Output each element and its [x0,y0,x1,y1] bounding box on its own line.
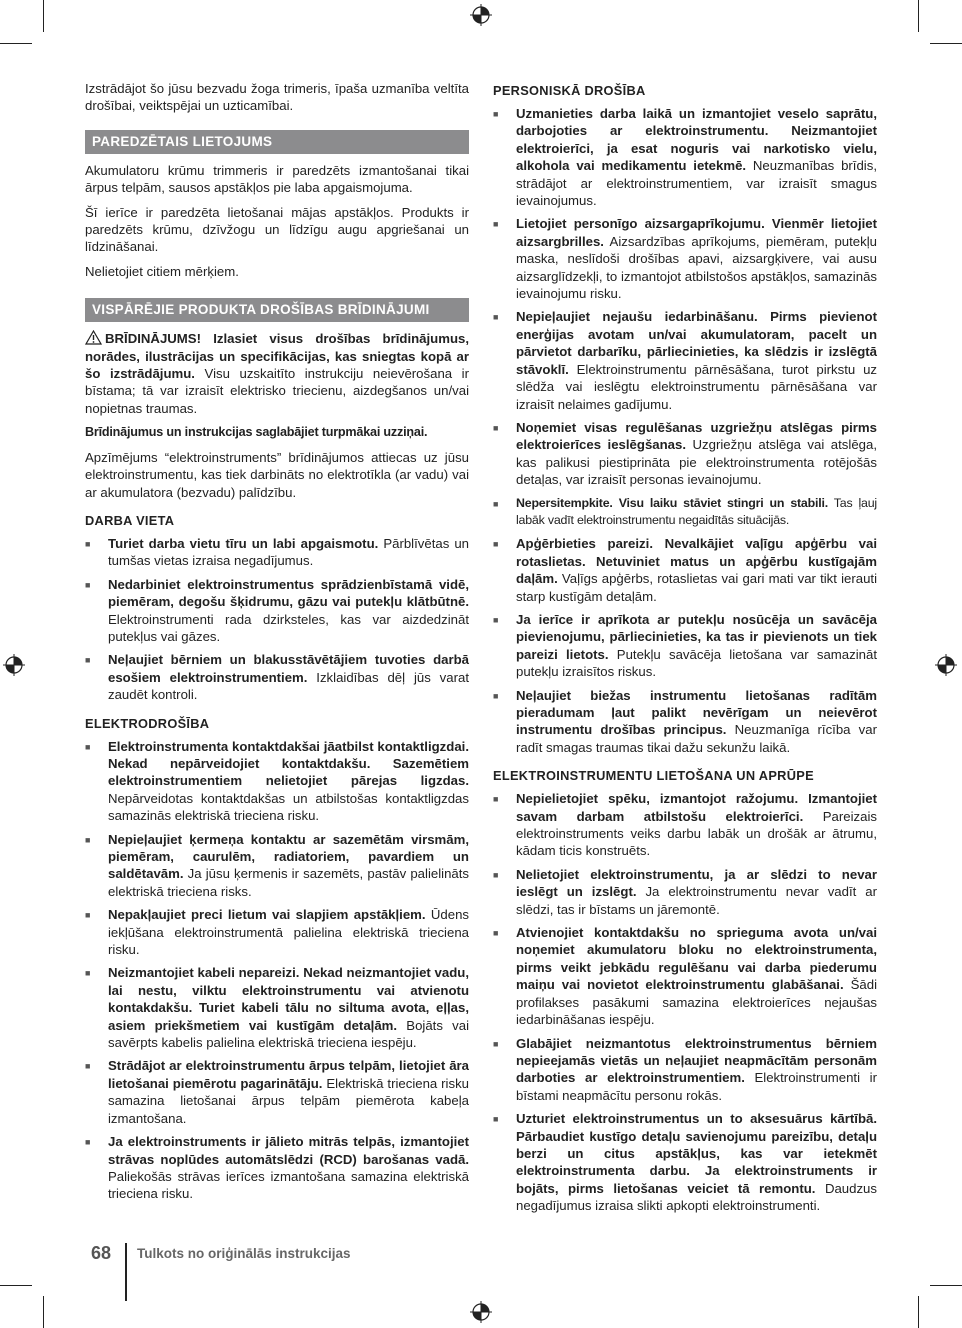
list-item: ■ Atvienojiet kontaktdakšu no sprieguma avota un/vai noņemiet akumulatoru bloku no elektroinstrumenta, pirms veikt jebkādu regulēšanu vai darba piederumu maiņu vai novietot elektroinstrumentu glabāšanai. Šādi profilakses pasākumi samazina elektroierīces nejaušas iedarbināšanas iespēju. [493,924,877,1028]
list-item: ■ Nedarbiniet elektroinstrumentus sprādzienbīstamā vidē, piemēram, degošu šķidrumu, gāzu vai putekļu klātbūtnē. Elektroinstrumenti rada dzirksteles, kas var aizdedzināt putekļus vai gāzes. [85,576,469,646]
crop-mark-top-right-h [930,43,962,44]
electrical-safety-heading: ELEKTRODROŠĪBA [85,715,210,731]
crop-mark-top-left [43,0,44,32]
registration-mark-right-icon [935,654,957,676]
personal-safety-heading: PERSONISKĀ DROŠĪBA [493,83,646,98]
tool-use-heading: ELEKTROINSTRUMENTU LIETOŠANA UN APRŪPE [493,768,814,784]
list-item: ■ Elektroinstrumenta kontaktdakšai jāatbilst kontaktligzdai. Nekad nepārveidojiet kontaktdakšu. Sazemētiem elektroinstrumentiem nelietojiet pārejas ligzdas. Nepārveidotas kontaktdakšas un atbilstošas kontaktligzdas samazinās elektriskā trieciena risku. [85,738,469,825]
list-item: ■ Glabājiet neizmantotus elektroinstrumentus bērniem nepieejamās vietās un neļaujiet neapmācītām personām darboties ar elektroinstrumentiem. Elektroinstrumenti ir bīstami neapmācītu personu rokās. [493,1035,877,1105]
right-column [493,80,877,1221]
left-column [85,80,469,1209]
crop-mark-bottom-left-h [0,1285,32,1286]
list-item: ■ Ja elektroinstruments ir jālieto mitrās telpās, izmantojiet strāvas noplūdes automātslēdzi (RCD) barošanas vadā. Paliekošās strāvas ierīces izmantošana samazina elektriskā trieciena risku. [85,1133,469,1203]
registration-mark-bottom-icon [470,1301,492,1323]
power-tool-term-note: Apzīmējums “elektroinstruments” brīdinājumos attiecas uz jūsu elektroinstrumentu, kas tiek darbināts no elektrotīkla (ar vadu) vai ar akumulatora (bezvadu) palīdzību. [85,449,469,500]
intro-paragraph: Izstrādājot šo jūsu bezvadu žoga trimeris, īpaša uzmanība veltīta drošībai, veiktspējai un uzticamībai. [85,81,469,114]
footer-text: Tulkots no oriģinālās instrukcijas [137,1246,351,1261]
list-item: ■ Uzturiet elektroinstrumentus un to aksesuārus kārtībā. Pārbaudiet kustīgo detaļu savienojumu pareizību, detaļu berzi un citus apstākļus, kas var ietekmēt elektroinstrumenta darbu. Ja elektroinstruments ir bojāts, pirms lietošanas veiciet tā remontu. Daudzus negadījumus izraisa slikti apkopti elektroinstrumenti. [493,1110,877,1214]
general-safety-heading: VISPĀRĒJIE PRODUKTA DROŠĪBAS BRĪDINĀJUMI [85,298,469,322]
list-item: ■ Uzmanieties darba laikā un izmantojiet veselo saprātu, darbojoties ar elektroinstrumentu. Neizmantojiet elektroierīci, ja esat noguris vai narkotisko vielu, alkohola vai medikamentu ietekmē. Neuzmanības brīdis, strādājot ar elektroinstrumentiem, var izraisīt smagus ievainojumus. [493,105,877,209]
crop-mark-top-left-h [0,43,32,44]
crop-mark-bottom-right [918,1296,919,1328]
intended-use-paragraph: Šī ierīce ir paredzēta lietošanai mājas apstākļos. Produkts ir paredzēts krūmu, dzīvžogu un līdzīgu augu apgriešanai un līdzināšanai. [85,204,469,255]
intended-use-paragraph: Akumulatoru krūmu trimmeris ir paredzēts izmantošanai tikai ārpus telpām, sausos apstākļos pie laba apgaismojuma. [85,162,469,196]
general-warning-bold: BRĪDINĀJUMS! Izlasiet visus drošības brīdinājumus, norādes, ilustrācijas un specifikācijas, kas sniegtas kopā ar šo izstrādājumu. [85,331,469,382]
page-number: 68 [91,1243,112,1263]
intended-use-heading: PAREDZĒTAIS LIETOJUMS [85,130,469,154]
list-item: ■ Strādājot ar elektroinstrumentu ārpus telpām, lietojiet āra lietošanai piemērotu pagarinātāju. Elektriskā trieciena risku samazina lietošanai ārpus telpām piemērota kabeļa izmantošana. [85,1057,469,1127]
general-warning-text: Visu uzskaitīto instrukciju neievērošana ir bīstama; tā var izraisīt elektrisko triecienu, aizdegšanos un/vai nopietnas traumas. [85,366,469,416]
list-item: ■ Neļaujiet biežas instrumentu lietošanas radītām pieradumam ļaut palikt nevērīgam un neievērot instrumentu drošības principus. Neuzmanīga rīcība var radīt smagas traumas tikai dažu sekunžu laikā. [493,687,877,757]
list-item: ■ Neļaujiet bērniem un blakusstāvētājiem tuvoties darbā esošiem elektroinstrumentiem. Izklaidības dēļ jūs varat zaudēt kontroli. [85,651,469,703]
list-item: ■ Turiet darba vietu tīru un labi apgaismotu. Pārblīvētas un tumšas vietas izraisa negadījumus. [85,535,469,570]
warning-triangle-icon [85,330,102,345]
general-warning-paragraph [85,330,469,417]
registration-mark-top-icon [470,4,492,26]
list-item: ■ Nepieļaujiet nejaušu iedarbināšanu. Pirms pievienot enerģijas avotam un/vai akumulatoram, pacelt un pārvietot darbarīku, pārliecinieties, ka slēdzis ir izslēgtā stāvoklī. Elektroinstrumentu pārnēsāšana, turot pirkstu uz slēdža vai ieslēgtu elektroinstrumentu pārnēsāšana var izraisīt nelaimes gadījumu. [493,308,877,412]
crop-mark-bottom-left [43,1296,44,1328]
list-item: ■ Ja ierīce ir aprīkota ar putekļu nosūcēja un savācēja pievienojumu, pārliecinieties, ka tas ir pievienots un tiek pareizi lietots. Putekļu savācēja lietošana var samazināt putekļu izraisītos riskus. [493,611,877,681]
list-item: ■ Apģērbieties pareizi. Nevalkājiet vaļīgu apģērbu vai rotaslietas. Netuviniet matus un apģērbu kustīgajām daļām. Vaļīgs apģērbs, rotaslietas vai gari mati var tikt ierauti starp kustīgām detaļām. [493,535,877,605]
work-area-heading: DARBA VIETA [85,512,175,528]
list-item: ■ Noņemiet visas regulēšanas uzgriežņu atslēgas pirms elektroierīces ieslēgšanas. Uzgriežņu atslēga vai atslēga, kas palikusi piestiprināta pie elektroinstrumenta rotējošās detaļas, var izraisīt personas ievainojumu. [493,419,877,489]
list-item: ■ Neizmantojiet kabeli nepareizi. Nekad neizmantojiet vadu, lai nestu, vilktu elektroinstrumentu vai atvienotu kontakdakšu. Turiet kabeli tālu no siltuma avota, eļļas, asiem priekšmetiem vai kustīgām detaļām. Bojāts vai savērpts kabelis palielina elektriskā trieciena iespēju. [85,964,469,1051]
crop-mark-bottom-right-h [930,1285,962,1286]
intended-use-paragraph: Nelietojiet citiem mērķiem. [85,263,239,279]
save-instructions-note: Brīdinājumus un instrukcijas saglabājiet turpmākai uzziņai. [85,425,428,440]
list-item: ■ Lietojiet personīgo aizsargaprīkojumu. Vienmēr lietojiet aizsargbrilles. Aizsardzības aprīkojums, piemēram, putekļu maska, neslīdoši drošības apavi, aizsargķivere, vai ausu aizsarglīdzekļi, to izmantojot atbilstošos apstākļos, samazinās ievainojumu risku. [493,215,877,302]
list-item: ■ Nepielietojiet spēku, izmantojot ražojumu. Izmantojiet savam darbam atbilstošu elektroierīci. Pareizais elektroinstruments veiks darbu labāk un drošāk ar ātrumu, kādam ticis konstruēts. [493,790,877,860]
list-item: ■ Nepakļaujiet preci lietum vai slapjiem apstākļiem. Ūdens iekļūšana elektroinstrumentā palielina elektriskā trieciena risku. [85,906,469,958]
list-item: ■ Nepersitempkite. Visu laiku stāviet stingri un stabili. Tas ļauj labāk vadīt elektroinstrumentu negaidītās situācijās. [493,495,877,530]
list-item: ■ Nelietojiet elektroinstrumentu, ja ar slēdzi to nevar ieslēgt un izslēgt. Ja elektroinstrumentu nevar vadīt ar slēdzi, tas ir bīstams un jāremontē. [493,866,877,918]
list-item: ■ Nepieļaujiet ķermeņa kontaktu ar sazemētām virsmām, piemēram, caurulēm, radiatoriem, pavardiem un saldētavām. Ja jūsu ķermenis ir sazemēts, pastāv palielināts elektriskā trieciena risks. [85,831,469,901]
crop-mark-top-right [918,0,919,32]
footer-divider [125,1243,127,1301]
registration-mark-left-icon [3,654,25,676]
